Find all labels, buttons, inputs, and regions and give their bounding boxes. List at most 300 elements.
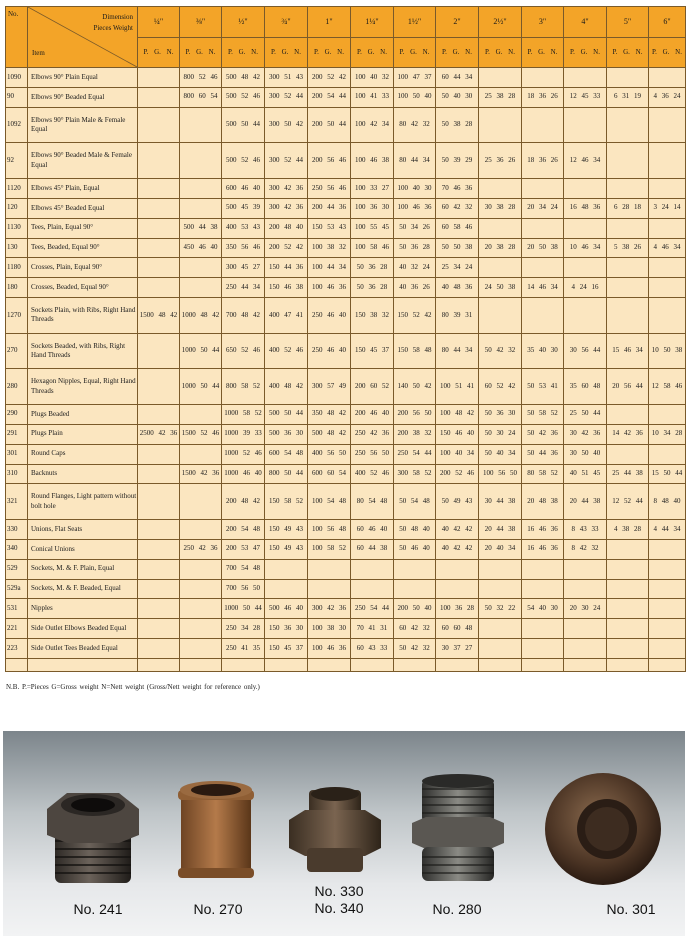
empty-cell [6, 659, 28, 672]
size-cell: 500 50 44 [265, 404, 308, 424]
size-cell: 1000 50 44 [180, 369, 222, 405]
pgn-subheader: P. G. N. [649, 38, 686, 68]
size-cell: 25 38 28 [479, 87, 522, 107]
item-name: Unions, Flat Seats [28, 519, 138, 539]
size-cell: 6 31 19 [607, 87, 649, 107]
size-cell: 300 58 52 [394, 464, 436, 484]
table-row [6, 464, 686, 484]
size-cell: 16 48 36 [564, 198, 607, 218]
table-row [6, 298, 686, 334]
item-number: 223 [6, 639, 28, 659]
item-name: Plugs Plain [28, 424, 138, 444]
size-cell [479, 298, 522, 334]
item-number: 301 [6, 444, 28, 464]
pgn-subheader: P. G. N. [308, 38, 351, 68]
size-cell: 250 42 36 [351, 424, 394, 444]
size-cell [138, 404, 180, 424]
size-cell: 500 48 42 [222, 68, 265, 88]
size-cell: 25 36 26 [479, 143, 522, 179]
size-cell [479, 639, 522, 659]
size-cell: 100 36 30 [351, 198, 394, 218]
size-header: ⅜" [180, 7, 222, 38]
size-cell: 1000 52 46 [222, 444, 265, 464]
size-cell: 200 53 47 [222, 539, 265, 559]
item-name: Elbows 45° Beaded Equal [28, 198, 138, 218]
size-cell: 400 52 46 [351, 464, 394, 484]
size-cell [436, 579, 479, 599]
size-cell: 4 24 16 [564, 278, 607, 298]
item-name: Backnuts [28, 464, 138, 484]
size-cell: 25 50 44 [564, 404, 607, 424]
size-cell [138, 599, 180, 619]
size-cell: 14 42 36 [607, 424, 649, 444]
size-cell: 50 44 36 [522, 444, 564, 464]
size-cell: 15 50 44 [649, 464, 686, 484]
size-cell: 10 50 38 [649, 333, 686, 369]
size-cell: 25 44 38 [607, 464, 649, 484]
size-cell: 500 52 46 [222, 143, 265, 179]
size-cell: 700 56 50 [222, 579, 265, 599]
size-cell: 40 36 26 [394, 278, 436, 298]
item-number: 130 [6, 238, 28, 258]
item-name: Elbows 45° Plain, Equal [28, 178, 138, 198]
empty-cell [522, 659, 564, 672]
size-cell [180, 278, 222, 298]
size-cell: 30 38 28 [479, 198, 522, 218]
size-cell: 700 48 42 [222, 298, 265, 334]
size-header: 2" [436, 7, 479, 38]
table-row [6, 424, 686, 444]
table-row [6, 599, 686, 619]
pgn-subheader: P. G. N. [222, 38, 265, 68]
size-cell: 16 46 36 [522, 519, 564, 539]
size-cell [649, 579, 686, 599]
size-cell: 200 60 52 [351, 369, 394, 405]
size-cell: 300 52 44 [265, 87, 308, 107]
size-cell: 60 52 42 [479, 369, 522, 405]
size-cell: 200 52 46 [436, 464, 479, 484]
size-cell [180, 444, 222, 464]
size-cell [479, 559, 522, 579]
size-cell: 200 56 46 [308, 143, 351, 179]
size-cell [138, 218, 180, 238]
size-cell: 50 42 36 [522, 424, 564, 444]
caption-241: No. 241 [73, 901, 123, 917]
size-cell: 60 42 32 [394, 619, 436, 639]
pgn-subheader: P. G. N. [564, 38, 607, 68]
item-name: Crosses, Beaded, Equal 90° [28, 278, 138, 298]
size-cell: 250 34 28 [222, 619, 265, 639]
size-cell: 50 32 22 [479, 599, 522, 619]
size-cell: 50 40 30 [436, 87, 479, 107]
size-cell [479, 107, 522, 143]
item-number: 1090 [6, 68, 28, 88]
size-cell [265, 559, 308, 579]
size-cell: 20 44 38 [479, 519, 522, 539]
size-cell: 30 42 36 [564, 424, 607, 444]
size-cell: 5 38 26 [607, 238, 649, 258]
size-cell: 60 44 38 [351, 539, 394, 559]
size-cell: 200 52 42 [265, 238, 308, 258]
size-cell: 100 56 50 [479, 464, 522, 484]
size-cell: 4 46 34 [649, 238, 686, 258]
size-cell [522, 107, 564, 143]
empty-cell [564, 659, 607, 672]
table-row [6, 278, 686, 298]
product-photo [3, 731, 685, 936]
size-cell: 30 44 38 [479, 484, 522, 520]
size-cell: 200 54 48 [222, 519, 265, 539]
size-cell [607, 444, 649, 464]
size-cell [180, 178, 222, 198]
caption-270: No. 270 [193, 901, 243, 917]
size-cell: 100 47 37 [394, 68, 436, 88]
size-cell [607, 619, 649, 639]
item-name: Elbows 90° Plain Equal [28, 68, 138, 88]
empty-cell [180, 659, 222, 672]
size-cell: 800 60 54 [180, 87, 222, 107]
empty-cell [436, 659, 479, 672]
size-cell: 100 46 38 [351, 143, 394, 179]
size-cell [649, 539, 686, 559]
size-cell: 1500 52 46 [180, 424, 222, 444]
size-cell [522, 579, 564, 599]
item-name: Plugs Beaded [28, 404, 138, 424]
size-cell: 250 46 40 [308, 298, 351, 334]
item-name: Tees, Plain, Equal 90° [28, 218, 138, 238]
size-cell [138, 464, 180, 484]
size-cell [607, 639, 649, 659]
size-cell: 100 44 34 [308, 258, 351, 278]
size-cell [564, 559, 607, 579]
pgn-subheader: P. G. N. [394, 38, 436, 68]
size-cell: 500 48 42 [308, 424, 351, 444]
size-cell: 3 24 14 [649, 198, 686, 218]
size-cell: 24 50 38 [479, 278, 522, 298]
size-cell: 40 42 42 [436, 539, 479, 559]
caption-280: No. 280 [432, 901, 482, 917]
size-cell: 150 52 42 [394, 298, 436, 334]
size-cell [351, 559, 394, 579]
size-cell [522, 218, 564, 238]
pgn-subheader: P. G. N. [138, 38, 180, 68]
size-cell: 500 44 38 [180, 218, 222, 238]
size-header: 2½" [479, 7, 522, 38]
size-cell: 20 44 38 [564, 484, 607, 520]
size-cell [522, 559, 564, 579]
empty-cell [28, 659, 138, 672]
size-cell [180, 198, 222, 218]
size-cell [607, 107, 649, 143]
size-cell [138, 369, 180, 405]
size-cell: 50 36 28 [394, 238, 436, 258]
size-cell [138, 143, 180, 179]
empty-cell [308, 659, 351, 672]
item-number: 290 [6, 404, 28, 424]
size-cell: 250 54 44 [351, 599, 394, 619]
size-cell: 80 44 34 [394, 143, 436, 179]
hex-nipple-280-image [408, 773, 508, 885]
size-cell [138, 107, 180, 143]
size-cell: 150 44 36 [265, 258, 308, 278]
pgn-subheader: P. G. N. [436, 38, 479, 68]
size-cell [479, 619, 522, 639]
size-cell: 150 58 48 [394, 333, 436, 369]
size-cell: 40 42 42 [436, 519, 479, 539]
size-cell: 1000 50 44 [180, 333, 222, 369]
size-cell: 50 36 28 [351, 258, 394, 278]
size-cell [607, 143, 649, 179]
size-cell: 50 30 24 [479, 424, 522, 444]
size-cell [649, 298, 686, 334]
item-number: 221 [6, 619, 28, 639]
size-cell: 60 60 48 [436, 619, 479, 639]
item-name: Elbows 90° Beaded Male & Female Equal [28, 143, 138, 179]
item-number: 1092 [6, 107, 28, 143]
size-header: 1" [308, 7, 351, 38]
size-cell: 20 30 24 [564, 599, 607, 619]
size-cell [649, 278, 686, 298]
size-cell [522, 639, 564, 659]
size-cell: 25 34 24 [436, 258, 479, 278]
size-cell: 600 54 48 [265, 444, 308, 464]
size-cell: 250 56 50 [351, 444, 394, 464]
pgn-subheader: P. G. N. [265, 38, 308, 68]
table-row [6, 198, 686, 218]
size-cell: 150 49 43 [265, 539, 308, 559]
size-cell: 150 46 40 [436, 424, 479, 444]
size-cell [607, 599, 649, 619]
size-cell [308, 579, 351, 599]
size-cell: 20 50 38 [522, 238, 564, 258]
size-header: 4" [564, 7, 607, 38]
size-cell: 50 48 40 [394, 519, 436, 539]
size-cell: 100 41 33 [351, 87, 394, 107]
size-cell [479, 218, 522, 238]
size-cell [180, 619, 222, 639]
size-cell: 1000 48 42 [180, 298, 222, 334]
size-cell: 200 46 40 [351, 404, 394, 424]
empty-cell [607, 659, 649, 672]
item-name: Elbows 90° Beaded Equal [28, 87, 138, 107]
size-cell [138, 178, 180, 198]
size-cell: 40 48 36 [436, 278, 479, 298]
size-cell: 150 46 38 [265, 278, 308, 298]
size-cell [138, 619, 180, 639]
size-cell [564, 107, 607, 143]
size-cell: 200 52 42 [308, 68, 351, 88]
size-cell [564, 218, 607, 238]
size-cell: 4 38 28 [607, 519, 649, 539]
size-cell: 500 45 39 [222, 198, 265, 218]
size-cell: 70 46 36 [436, 178, 479, 198]
size-cell [564, 619, 607, 639]
size-cell [180, 258, 222, 278]
table-row [6, 559, 686, 579]
item-number: 1180 [6, 258, 28, 278]
size-header: 3" [522, 7, 564, 38]
size-cell [265, 579, 308, 599]
table-row [6, 218, 686, 238]
size-cell [607, 579, 649, 599]
size-cell: 600 60 54 [308, 464, 351, 484]
size-cell: 12 46 34 [564, 143, 607, 179]
item-name: Elbows 90° Plain Male & Female Equal [28, 107, 138, 143]
size-cell: 350 48 42 [308, 404, 351, 424]
size-cell: 50 46 40 [394, 539, 436, 559]
item-number: 330 [6, 519, 28, 539]
fittings-spec-table [5, 6, 686, 672]
size-cell: 20 48 38 [522, 484, 564, 520]
size-cell: 300 42 36 [265, 198, 308, 218]
item-number: 120 [6, 198, 28, 218]
size-cell: 4 44 34 [649, 519, 686, 539]
size-cell [308, 559, 351, 579]
empty-cell [138, 659, 180, 672]
pgn-subheader: P. G. N. [522, 38, 564, 68]
size-cell [649, 258, 686, 278]
size-cell [138, 539, 180, 559]
size-cell [607, 404, 649, 424]
size-cell [436, 559, 479, 579]
size-cell: 700 54 48 [222, 559, 265, 579]
item-number: 310 [6, 464, 28, 484]
size-cell: 400 53 43 [222, 218, 265, 238]
size-cell: 100 33 27 [351, 178, 394, 198]
size-cell: 800 52 46 [180, 68, 222, 88]
size-cell: 100 54 48 [308, 484, 351, 520]
size-cell: 100 36 28 [436, 599, 479, 619]
size-cell: 250 42 36 [180, 539, 222, 559]
size-header: 5" [607, 7, 649, 38]
item-number: 270 [6, 333, 28, 369]
size-cell: 1000 50 44 [222, 599, 265, 619]
size-cell: 80 54 48 [351, 484, 394, 520]
size-cell [394, 559, 436, 579]
size-cell: 10 34 28 [649, 424, 686, 444]
pgn-subheader: P. G. N. [351, 38, 394, 68]
size-cell [479, 258, 522, 278]
size-cell: 60 44 34 [436, 68, 479, 88]
union-330-340-image [285, 786, 385, 876]
size-cell: 300 50 42 [265, 107, 308, 143]
size-cell [607, 539, 649, 559]
item-name: Nipples [28, 599, 138, 619]
item-name: Crosses, Plain, Equal 90° [28, 258, 138, 278]
size-cell [607, 278, 649, 298]
size-cell [522, 178, 564, 198]
size-cell [180, 579, 222, 599]
size-cell [138, 333, 180, 369]
size-cell: 100 51 41 [436, 369, 479, 405]
size-cell [649, 404, 686, 424]
size-cell [607, 68, 649, 88]
size-cell: 60 58 46 [436, 218, 479, 238]
size-cell: 200 54 44 [308, 87, 351, 107]
no-column-header: No. [6, 7, 28, 68]
item-name: Sockets, M. & F. Plain, Equal [28, 559, 138, 579]
size-header: 1½" [394, 7, 436, 38]
size-cell: 18 36 26 [522, 143, 564, 179]
size-cell: 15 46 34 [607, 333, 649, 369]
size-cell: 50 34 26 [394, 218, 436, 238]
table-row [6, 178, 686, 198]
size-cell: 50 50 38 [436, 238, 479, 258]
size-cell: 80 39 31 [436, 298, 479, 334]
size-cell: 4 36 24 [649, 87, 686, 107]
size-cell: 8 42 32 [564, 539, 607, 559]
size-cell: 60 46 40 [351, 519, 394, 539]
size-cell: 100 55 45 [351, 218, 394, 238]
table-row [6, 579, 686, 599]
empty-cell [479, 659, 522, 672]
size-cell: 1000 58 52 [222, 404, 265, 424]
size-cell [649, 559, 686, 579]
size-cell: 10 46 34 [564, 238, 607, 258]
size-header: ¼" [138, 7, 180, 38]
item-number: 1130 [6, 218, 28, 238]
size-cell [479, 178, 522, 198]
empty-cell [222, 659, 265, 672]
size-cell [649, 444, 686, 464]
size-cell: 50 36 30 [479, 404, 522, 424]
size-cell: 150 53 43 [308, 218, 351, 238]
size-cell: 100 38 30 [308, 619, 351, 639]
item-dimension-header [28, 7, 138, 68]
size-cell: 50 53 41 [522, 369, 564, 405]
size-cell: 250 46 40 [308, 333, 351, 369]
size-header: 1¼" [351, 7, 394, 38]
size-cell [138, 444, 180, 464]
size-cell: 50 49 43 [436, 484, 479, 520]
empty-cell [649, 659, 686, 672]
size-cell [564, 639, 607, 659]
size-cell: 300 52 44 [265, 143, 308, 179]
size-cell [138, 519, 180, 539]
size-cell [607, 298, 649, 334]
size-cell: 54 40 30 [522, 599, 564, 619]
size-cell [649, 599, 686, 619]
size-header: 6" [649, 7, 686, 38]
size-cell: 250 41 35 [222, 639, 265, 659]
size-cell [180, 143, 222, 179]
size-cell: 6 28 18 [607, 198, 649, 218]
size-cell: 100 38 32 [308, 238, 351, 258]
size-cell: 100 56 48 [308, 519, 351, 539]
size-cell: 1000 46 40 [222, 464, 265, 484]
table-row [6, 444, 686, 464]
size-cell [138, 559, 180, 579]
size-cell [180, 559, 222, 579]
size-cell: 200 38 32 [394, 424, 436, 444]
size-cell: 8 43 33 [564, 519, 607, 539]
size-cell: 50 39 29 [436, 143, 479, 179]
size-cell: 250 56 46 [308, 178, 351, 198]
size-cell: 35 60 48 [564, 369, 607, 405]
size-cell: 650 52 46 [222, 333, 265, 369]
size-cell: 2500 42 36 [138, 424, 180, 444]
size-cell: 250 44 34 [222, 278, 265, 298]
size-cell: 100 40 32 [351, 68, 394, 88]
size-cell: 200 44 36 [308, 198, 351, 218]
size-cell [649, 639, 686, 659]
size-cell [607, 559, 649, 579]
item-number: 340 [6, 539, 28, 559]
size-cell [138, 258, 180, 278]
size-cell: 300 42 36 [265, 178, 308, 198]
item-number: 1270 [6, 298, 28, 334]
size-cell: 300 57 49 [308, 369, 351, 405]
